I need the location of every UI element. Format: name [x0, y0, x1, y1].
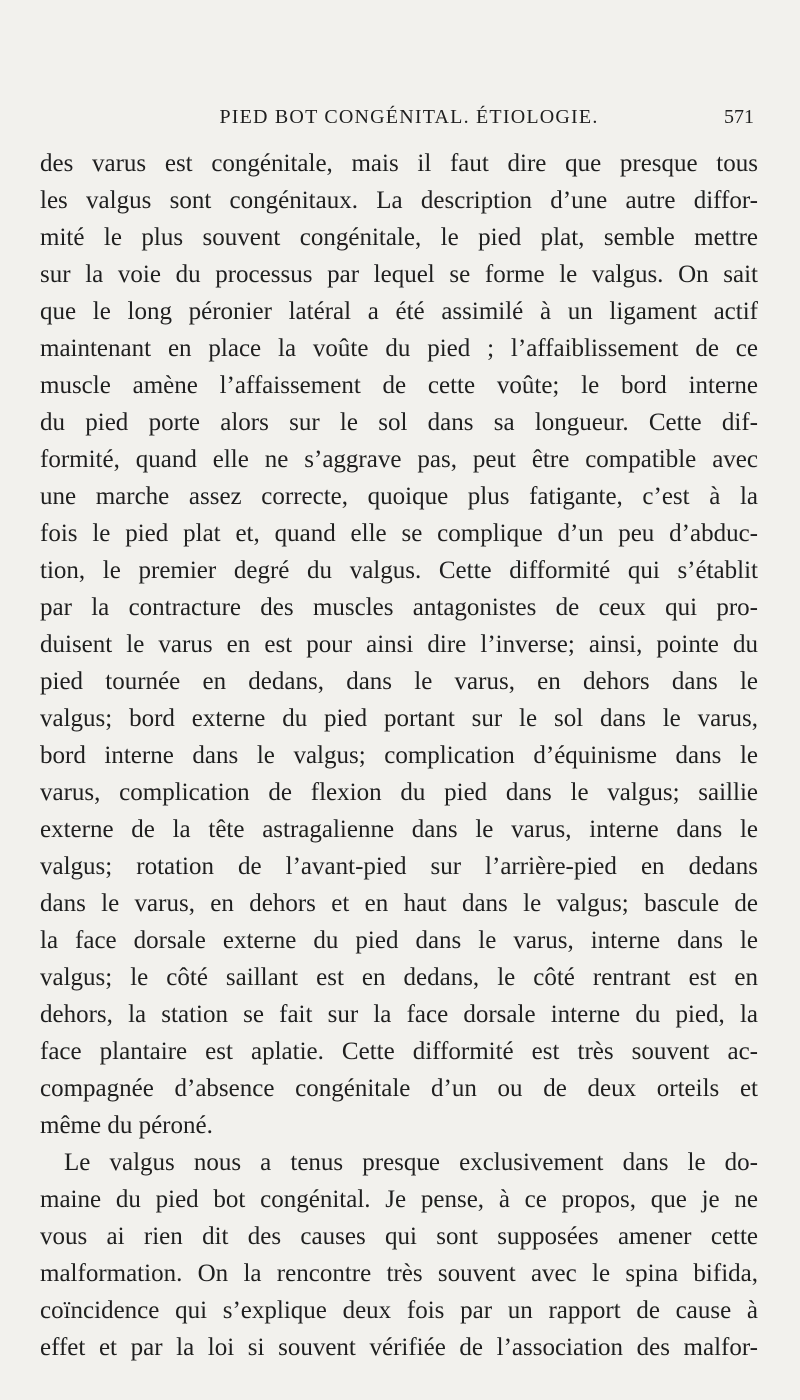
text-line: la face dorsale externe du pied dans le varus, interne dans le [40, 927, 758, 954]
text-line: vous ai rien dit des causes qui sont supposées amener cette [40, 1223, 758, 1250]
body-text [40, 145, 758, 1366]
text-line: même du péroné. [40, 1112, 213, 1139]
text-line: duisent le varus en est pour ainsi dire l’inverse; ainsi, pointe du [40, 631, 758, 658]
text-line: compagnée d’absence congénitale d’un ou de deux orteils et [40, 1075, 758, 1102]
text-line: une marche assez correcte, quoique plus fatigante, c’est à la [40, 483, 758, 510]
text-line: coïncidence qui s’explique deux fois par un rapport de cause à [40, 1297, 758, 1324]
text-line: dehors, la station se fait sur la face dorsale interne du pied, la [40, 1001, 758, 1028]
text-line: les valgus sont congénitaux. La description d’une autre diffor- [40, 187, 758, 214]
text-line: muscle amène l’affaissement de cette voûte; le bord interne [40, 372, 758, 399]
text-line: maine du pied bot congénital. Je pense, à ce propos, que je ne [40, 1186, 758, 1213]
running-head [40, 106, 758, 134]
text-line: dans le varus, en dehors et en haut dans le valgus; bascule de [40, 890, 758, 917]
text-line: fois le pied plat et, quand elle se complique d’un peu d’abduc- [40, 520, 758, 547]
text-line: des varus est congénitale, mais il faut dire que presque tous [40, 150, 758, 177]
text-line: sur la voie du processus par lequel se forme le valgus. On sait [40, 261, 758, 288]
text-line: face plantaire est aplatie. Cette difformité est très souvent ac- [40, 1038, 758, 1065]
text-line: maintenant en place la voûte du pied ; l’affaiblissement de ce [40, 335, 758, 362]
text-line: par la contracture des muscles antagonistes de ceux qui pro- [40, 594, 758, 621]
text-line: effet et par la loi si souvent vérifiée de l’association des malfor- [40, 1334, 758, 1361]
text-line: que le long péronier latéral a été assimilé à un ligament actif [40, 298, 758, 325]
text-line: bord interne dans le valgus; complication d’équinisme dans le [40, 742, 758, 769]
text-line: valgus; le côté saillant est en dedans, le côté rentrant est en [40, 964, 758, 991]
text-line: mité le plus souvent congénitale, le pied plat, semble mettre [40, 224, 758, 251]
text-line: valgus; rotation de l’avant-pied sur l’arrière-pied en dedans [40, 853, 758, 880]
text-line: varus, complication de flexion du pied dans le valgus; saillie [40, 779, 758, 806]
text-line: du pied porte alors sur le sol dans sa longueur. Cette dif- [40, 409, 758, 436]
text-line: Le valgus nous a tenus presque exclusivement dans le do- [64, 1149, 758, 1176]
text-line: valgus; bord externe du pied portant sur le sol dans le varus, [40, 705, 758, 732]
text-line: malformation. On la rencontre très souvent avec le spina bifida, [40, 1260, 758, 1287]
text-line: externe de la tête astragalienne dans le varus, interne dans le [40, 816, 758, 843]
text-line: tion, le premier degré du valgus. Cette difformité qui s’établit [40, 557, 758, 584]
text-line: pied tournée en dedans, dans le varus, en dehors dans le [40, 668, 758, 695]
running-title: PIED BOT CONGÉNITAL. ÉTIOLOGIE. [219, 106, 599, 128]
page-number: 571 [724, 106, 754, 128]
text-line: formité, quand elle ne s’aggrave pas, peut être compatible avec [40, 446, 758, 473]
